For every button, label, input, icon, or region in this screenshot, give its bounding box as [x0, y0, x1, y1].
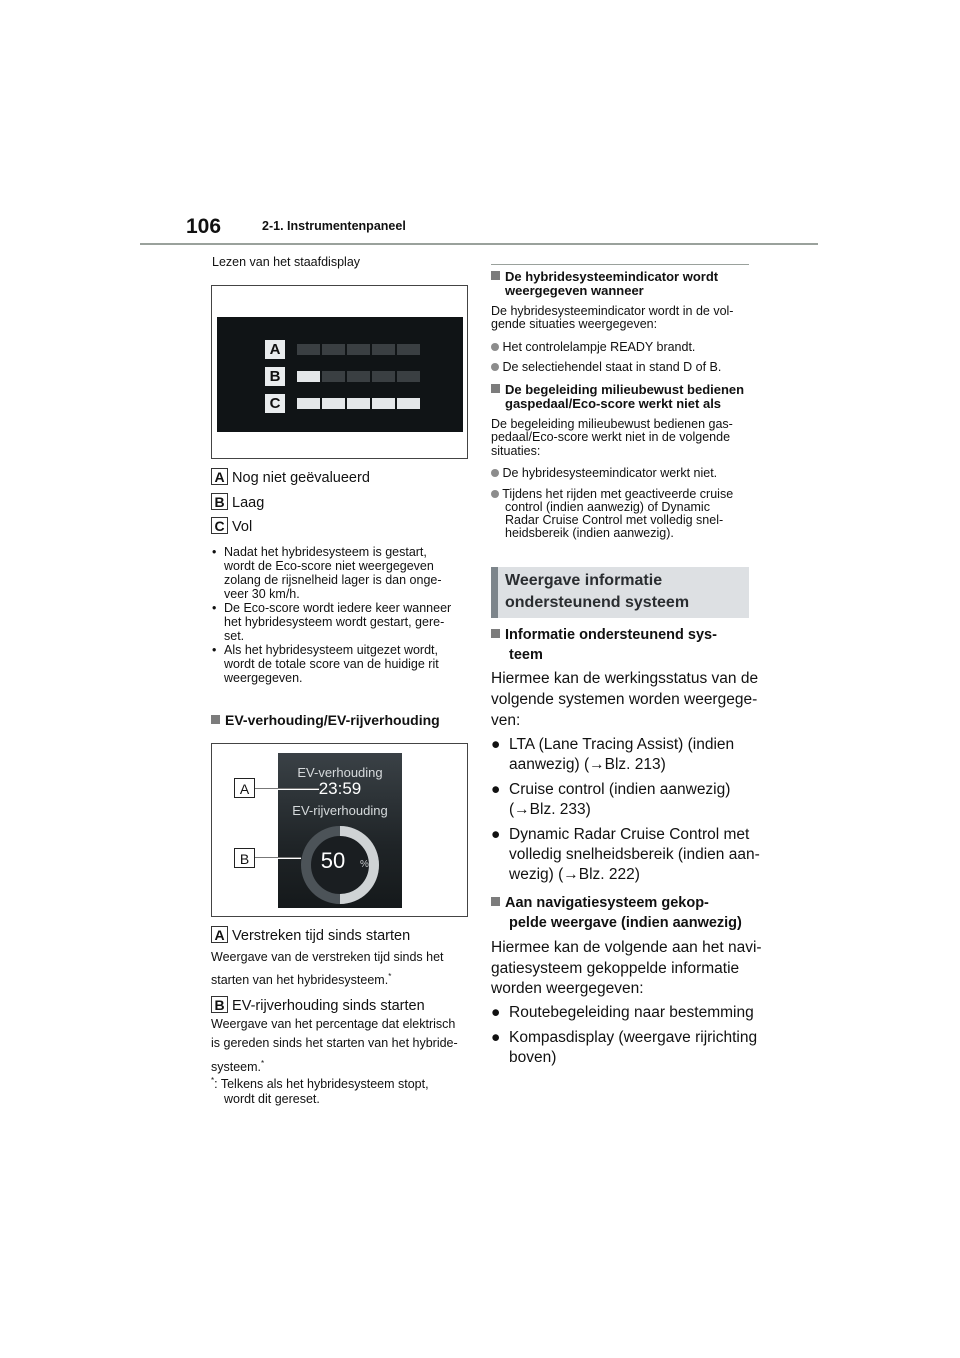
para-line: gende situaties weergegeven:: [491, 317, 658, 331]
label-a-letter: A: [211, 926, 228, 943]
footnote-line: *: Telkens als het hybridesysteem stopt,: [211, 1076, 429, 1092]
b-desc-line: is gereden sinds het starten van het hybride-: [211, 1036, 458, 1050]
label-a-text: Verstreken tijd sinds starten: [232, 928, 411, 944]
legend-letter: B: [211, 493, 228, 510]
bar-segment-lit: [297, 371, 320, 382]
ev-heading: EV-verhouding/EV-rijverhouding: [211, 712, 440, 728]
legend-text: Vol: [232, 519, 253, 535]
legend-item-c: [211, 517, 252, 535]
section-banner-accent: [491, 567, 498, 618]
bar-display-intro: Lezen van het staafdisplay: [212, 255, 361, 269]
bar-label-c: C: [265, 394, 285, 413]
header-divider: [140, 243, 818, 245]
callout-line-b: [255, 857, 301, 859]
legend-letter: C: [211, 517, 228, 534]
label-b-letter: B: [211, 996, 228, 1013]
ev-ratio-time: 23:59: [318, 779, 362, 798]
ev-drive-ratio-title: EV-rijverhouding: [292, 803, 388, 818]
heading-square-icon: [491, 384, 500, 393]
list-item: De hybridesysteemindicator werkt niet.: [491, 467, 717, 480]
ev-ratio-percent: 50: [320, 848, 346, 873]
label-b-text: EV-rijverhouding sinds starten: [232, 998, 425, 1014]
list-item: ● Kompasdisplay (weergave rijrichting boven): [491, 1029, 758, 1066]
callout-b: B: [234, 848, 255, 868]
heading-square-icon: [491, 897, 500, 906]
a-desc-line: starten van het hybridesysteem.*: [211, 972, 392, 988]
note-line: set.: [224, 629, 245, 643]
note-line: De Eco-score wordt iedere keer wanneer: [224, 601, 452, 615]
para-line: worden weergegeven:: [491, 980, 644, 997]
para-line: volgende systemen worden weergege-: [491, 691, 758, 708]
label-a-row: [211, 926, 410, 944]
ev-display-figure: [211, 743, 468, 917]
section-title: 2-1. Instrumentenpaneel: [262, 219, 406, 233]
legend-item-b: [211, 493, 264, 511]
note-line: wordt de Eco-score niet weergegeven: [224, 559, 434, 573]
list-item: De selectiehendel staat in stand D of B.: [491, 361, 721, 374]
list-item: ● Dynamic Radar Cruise Control met volledig snelheidsbereik (indien aan- wezig) (→Blz. 222): [491, 826, 760, 883]
bar-display-screen: [217, 317, 463, 432]
b-desc-line: systeem.*: [211, 1059, 265, 1075]
bar-segment: [297, 344, 320, 355]
para-line: De begeleiding milieubewust bedienen gas-: [491, 417, 733, 431]
eco-guidance-heading: De begeleiding milieubewust bedienen gaspedaal/Eco-score werkt niet als: [491, 383, 744, 411]
note-line: het hybridesysteem wordt gestart, gere-: [224, 615, 445, 629]
list-item: Het controlelampje READY brandt.: [491, 341, 695, 354]
bar-segment: [397, 371, 420, 382]
legend-item-a: [211, 468, 370, 486]
heading-square-icon: [211, 715, 220, 724]
bar-label-b: B: [265, 367, 285, 386]
callout-line-a: [255, 788, 319, 790]
a-desc-line: Weergave van de verstreken tijd sinds het: [211, 950, 444, 964]
list-item: Tijdens het rijden met geactiveerde cruise control (indien aanwezig) of Dynamic Radar Cruise Control met volledig snel- heidsbereik (indien aanwezig).: [491, 488, 733, 540]
note-line: veer 30 km/h.: [224, 587, 300, 601]
label-b-row: [211, 996, 425, 1014]
right-top-divider: [491, 264, 749, 265]
bullet-dot-icon: [491, 363, 499, 371]
bullet-dot-icon: [491, 469, 499, 477]
footnote-line: wordt dit gereset.: [224, 1092, 320, 1106]
bar-segment-lit: [347, 398, 370, 409]
ev-ratio-percent-unit: %: [360, 859, 369, 870]
bar-segment: [347, 371, 370, 382]
bar-segment-lit: [297, 398, 320, 409]
note-line: weergegeven.: [224, 671, 303, 685]
heading-square-icon: [491, 271, 500, 280]
ev-display-screen: [278, 753, 402, 908]
legend-letter: A: [211, 468, 228, 485]
bar-segment: [372, 344, 395, 355]
para-line: Hiermee kan de werkingsstatus van de: [491, 670, 759, 687]
hybrid-indicator-heading: De hybridesysteemindicator wordt weergegeven wanneer: [491, 270, 718, 298]
bar-label-a: A: [265, 340, 285, 359]
bar-segment-lit: [322, 398, 345, 409]
para-line: ven:: [491, 712, 521, 729]
bar-segment-lit: [372, 398, 395, 409]
support-info-heading: Informatie ondersteunend sys- teem: [491, 625, 717, 665]
page-number: 106: [186, 215, 222, 238]
note-line: Nadat het hybridesysteem is gestart,: [224, 545, 427, 559]
bar-segment: [322, 371, 345, 382]
nav-display-heading: Aan navigatiesysteem gekop- pelde weergave (indien aanwezig): [491, 893, 742, 933]
legend-text: Laag: [232, 495, 265, 511]
heading-square-icon: [491, 629, 500, 638]
section-banner-title: Weergave informatie ondersteunend systeem: [505, 572, 690, 611]
para-line: pedaal/Eco-score werkt niet in de volgende: [491, 430, 731, 444]
list-item: ● Cruise control (indien aanwezig) (→Blz. 233): [491, 781, 731, 818]
bar-segment: [397, 344, 420, 355]
list-item: ● LTA (Lane Tracing Assist) (indien aanwezig) (→Blz. 213): [491, 736, 735, 773]
note-line: zolang de rijsnelheid lager is dan onge-: [224, 573, 442, 587]
legend-text: Nog niet geëvalueerd: [232, 470, 370, 486]
para-line: gatiesysteem gekoppelde informatie: [491, 960, 740, 977]
ev-ratio-title: EV-verhouding: [297, 765, 383, 780]
note-line: wordt de totale score van de huidige rit: [224, 657, 439, 671]
bar-segment: [372, 371, 395, 382]
note-line: Als het hybridesysteem uitgezet wordt,: [224, 643, 438, 657]
bullet-dot-icon: [491, 343, 499, 351]
bar-segment: [322, 344, 345, 355]
bar-display-figure: [211, 285, 468, 459]
para-line: situaties:: [491, 444, 541, 458]
callout-a: A: [234, 778, 255, 798]
bar-segment-lit: [397, 398, 420, 409]
bar-segment: [347, 344, 370, 355]
eco-score-notes: • Nadat het hybridesysteem is gestart, wordt de Eco-score niet weergegeven zolang de rijsnelheid lager is dan onge- veer 30 km/h. • De Eco-score wordt iedere keer wanneer het hybridesysteem wordt gestart, gere- set. • Als het hybridesysteem uitgezet wordt, wordt de totale score van de huidige rit weergegeven.: [212, 546, 474, 686]
b-desc-line: Weergave van het percentage dat elektrisch: [211, 1017, 456, 1031]
para-line: De hybridesysteemindicator wordt in de vol-: [491, 304, 734, 318]
list-item: ● Routebegeleiding naar bestemming: [491, 1004, 754, 1021]
para-line: Hiermee kan de volgende aan het navi-: [491, 939, 762, 956]
bullet-dot-icon: [491, 490, 499, 498]
